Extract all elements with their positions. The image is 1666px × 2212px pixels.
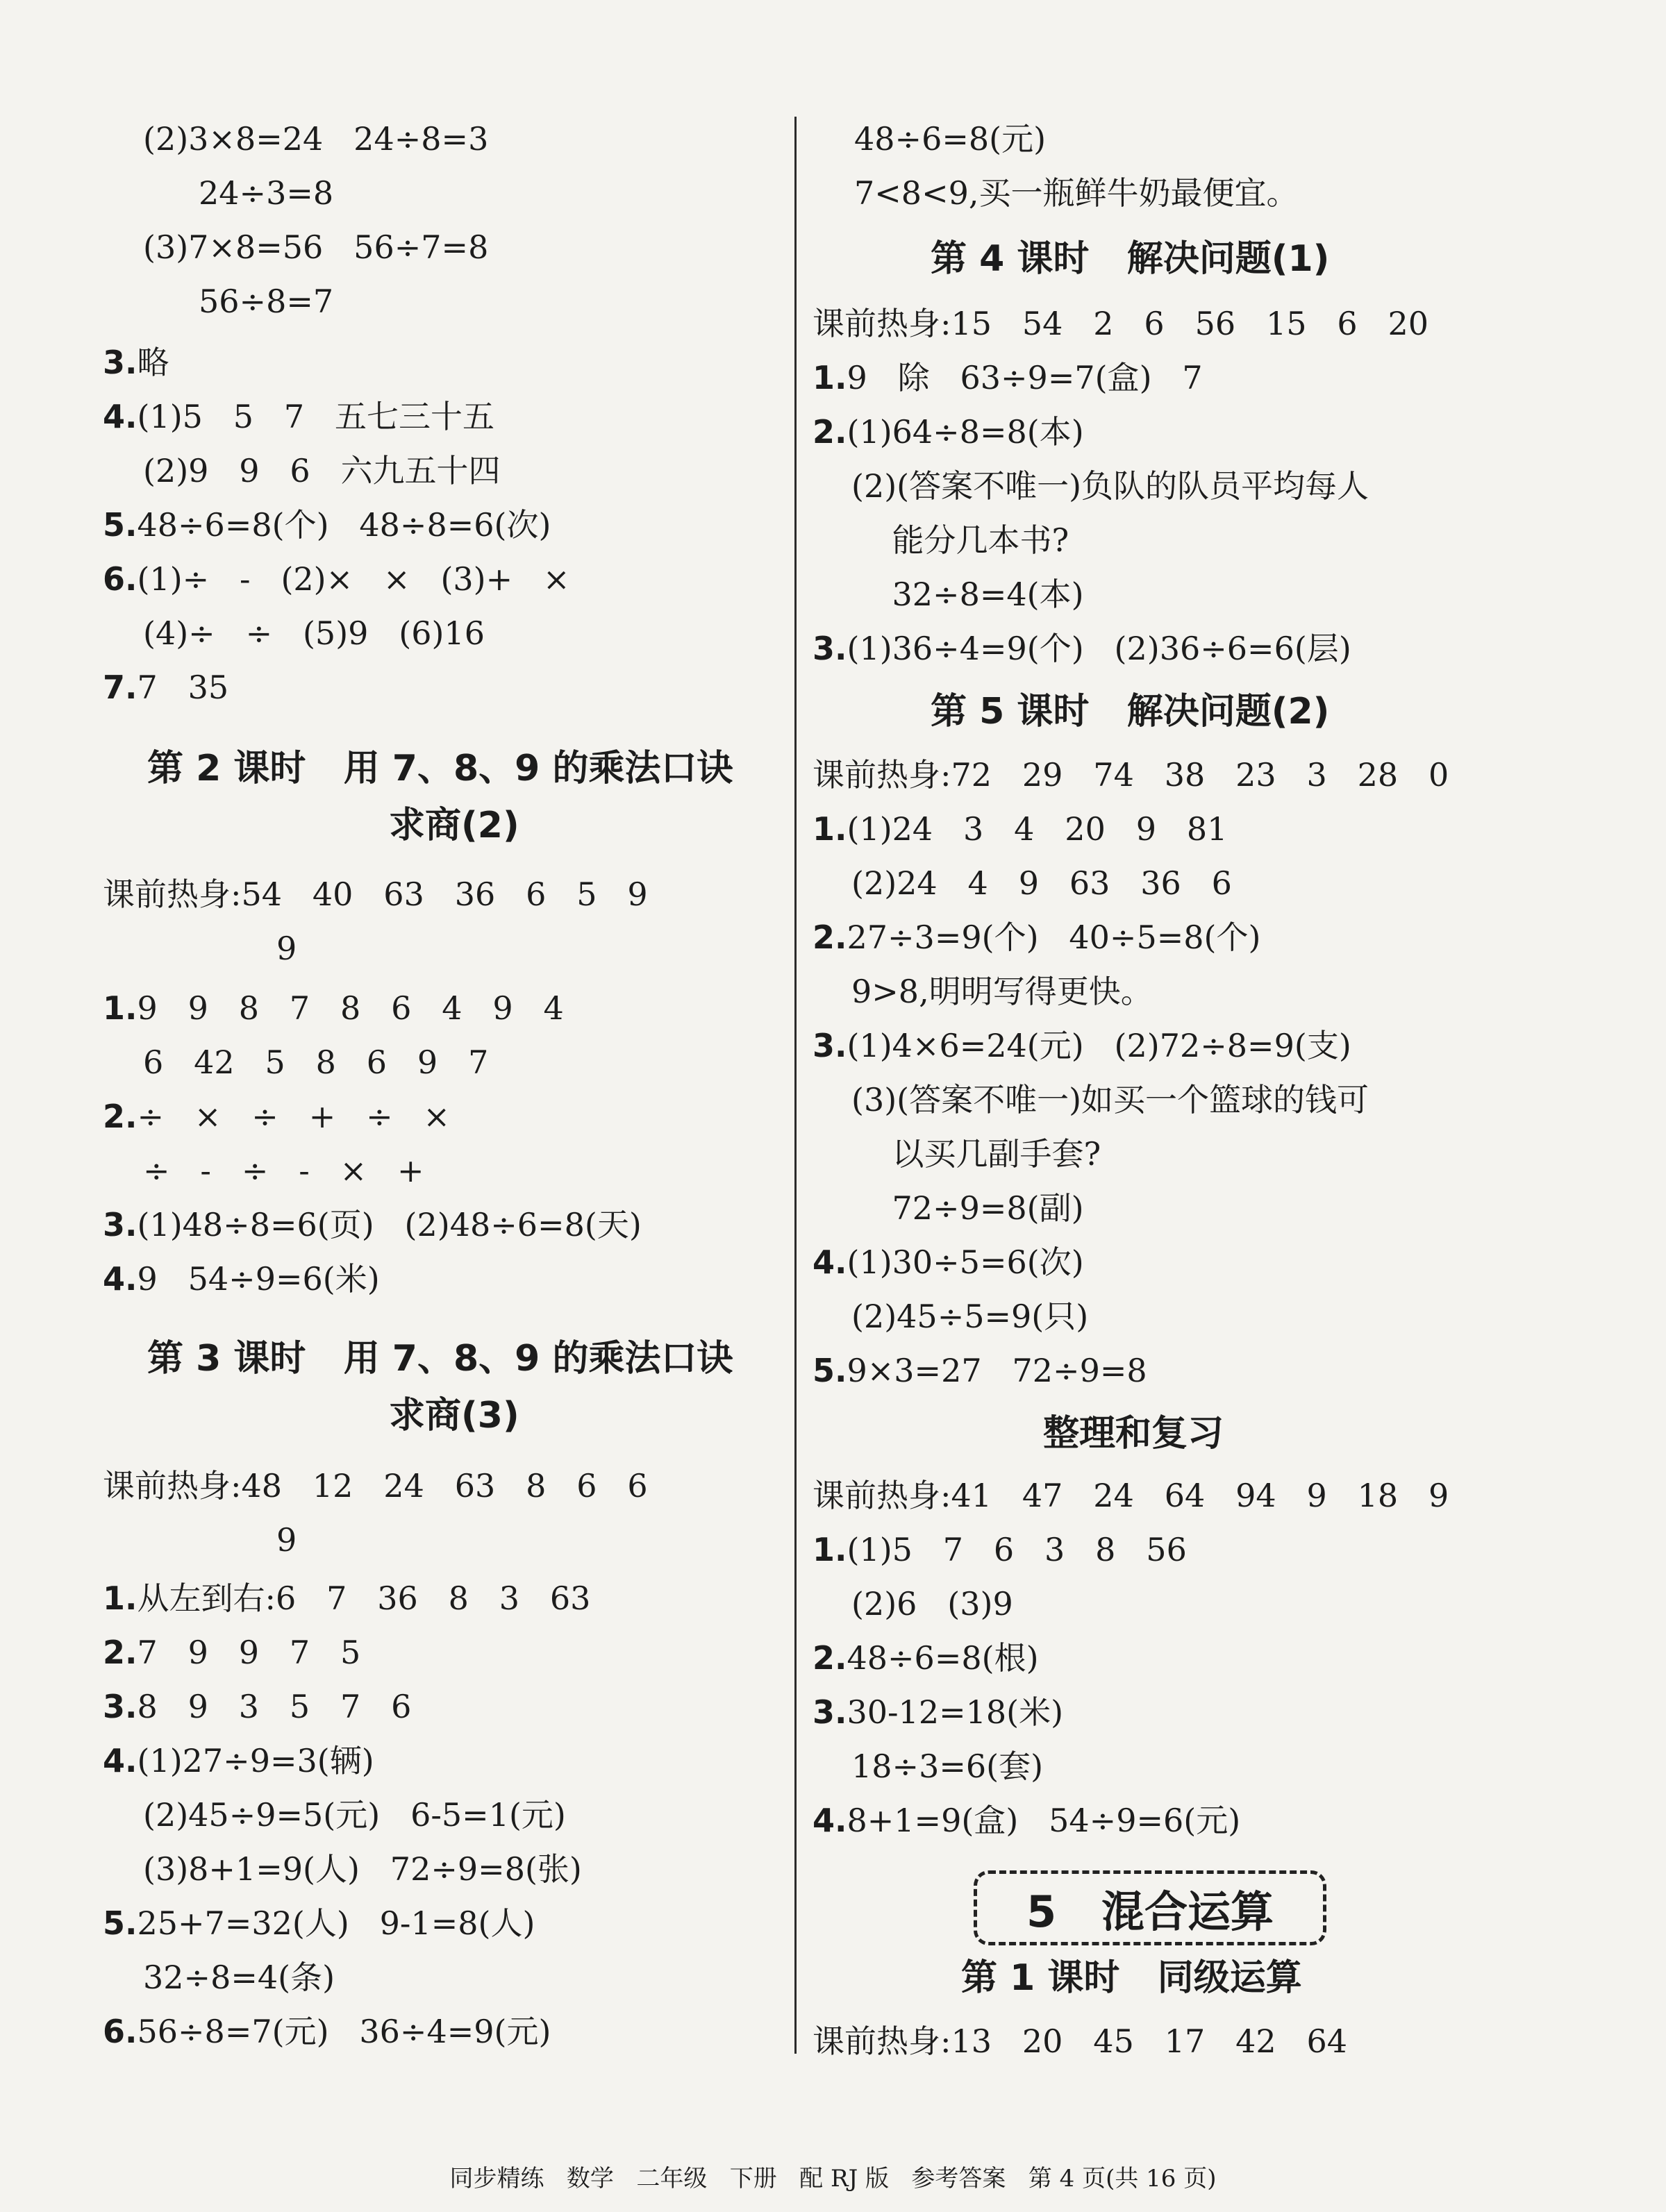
answer-item [103, 1577, 590, 1619]
item-number: 3. [813, 1693, 847, 1731]
answer-line: (4)÷ ÷ (5)9 (6)16 [143, 614, 485, 652]
section-heading: 第 2 课时 用 7、8、9 的乘法口诀 [147, 748, 733, 789]
item-number: 5. [103, 506, 138, 544]
answer-line: (2)9 9 6 六九五十四 [143, 452, 501, 489]
item-number: 6. [103, 2013, 138, 2050]
item-number: 4. [103, 1260, 138, 1298]
item-number: 3. [103, 1206, 138, 1243]
column-divider [794, 117, 797, 2054]
item-text: (1)64÷8=8(本) [847, 413, 1084, 451]
item-number: 7. [103, 669, 138, 706]
answer-item [103, 987, 564, 1029]
answer-item [103, 396, 494, 437]
item-number: 6. [103, 560, 138, 598]
warmup-line: 课前热身:13 20 45 17 42 64 [813, 2022, 1348, 2060]
answer-line: 7<8<9,买一瓶鲜牛奶最便宜。 [854, 174, 1299, 212]
item-text: (1)4×6=24(元) (2)72÷8=9(支) [847, 1027, 1351, 1064]
item-text: 从左到右:6 7 36 8 3 63 [137, 1580, 591, 1617]
answer-line: (3)8+1=9(人) 72÷9=8(张) [143, 1850, 582, 1888]
item-text: 25+7=32(人) 9-1=8(人) [137, 1904, 535, 1942]
item-number: 1. [103, 989, 138, 1027]
item-text: 48÷6=8(根) [847, 1639, 1039, 1677]
item-number: 5. [813, 1352, 847, 1389]
answer-item [103, 1258, 380, 1300]
item-number: 3. [103, 1688, 138, 1725]
answer-line: (2)(答案不唯一)负队的队员平均每人 [851, 467, 1369, 505]
answer-line: (2)3×8=24 24÷8=3 [143, 120, 489, 158]
answer-line: 72÷9=8(副) [851, 1189, 1084, 1227]
answer-line: (2)6 (3)9 [851, 1585, 1013, 1623]
item-text: (1)48÷8=6(页) (2)48÷6=8(天) [137, 1206, 642, 1243]
answer-line: ÷ - ÷ - × + [143, 1152, 424, 1189]
answer-line: (2)45÷9=5(元) 6-5=1(元) [143, 1796, 566, 1834]
item-text: (1)5 5 7 五七三十五 [137, 398, 495, 435]
answer-line: (3)7×8=56 56÷7=8 [143, 228, 489, 266]
answer-item [813, 1637, 1039, 1679]
answer-item [813, 357, 1203, 399]
item-number: 1. [813, 359, 847, 396]
section-heading: 求商(2) [389, 805, 519, 846]
item-text: 30-12=18(米) [847, 1693, 1064, 1731]
warmup-line: 9 [276, 1521, 297, 1559]
answer-item [103, 1632, 360, 1673]
item-text: (1)5 7 6 3 8 56 [847, 1531, 1187, 1568]
item-number: 4. [813, 1243, 847, 1281]
item-text: 9 54÷9=6(米) [137, 1260, 380, 1298]
answer-item [103, 2011, 551, 2052]
item-number: 3. [813, 1027, 847, 1064]
item-text: 7 35 [137, 669, 229, 706]
answer-item [813, 1025, 1351, 1066]
answer-line: 56÷8=7 [199, 283, 334, 320]
section-heading: 整理和复习 [1043, 1413, 1224, 1455]
page-footer: 同步精练 数学 二年级 下册 配 RJ 版 参考答案 第 4 页(共 16 页) [449, 2165, 1217, 2193]
warmup-line: 课前热身:72 29 74 38 23 3 28 0 [813, 756, 1449, 794]
unit-title: 5 混合运算 [1026, 1886, 1274, 1937]
item-text: (1)36÷4=9(个) (2)36÷6=6(层) [847, 630, 1351, 667]
answer-item [103, 1740, 374, 1782]
answer-line: 能分几本书? [851, 521, 1069, 559]
section-heading: 第 1 课时 同级运算 [961, 1957, 1302, 1999]
item-number: 3. [103, 344, 138, 381]
answer-item [813, 808, 1227, 850]
item-number: 2. [103, 1634, 138, 1671]
item-text: 9 9 8 7 8 6 4 9 4 [137, 989, 564, 1027]
answer-item [103, 1686, 411, 1727]
answer-item [813, 411, 1084, 453]
answer-line: 6 42 5 8 6 9 7 [143, 1044, 489, 1081]
item-number: 2. [813, 919, 847, 956]
item-text: 7 9 9 7 5 [137, 1634, 361, 1671]
answer-line: 32÷8=4(条) [143, 1959, 335, 1996]
item-number: 4. [813, 1802, 847, 1839]
answer-item [813, 628, 1351, 669]
answer-item [103, 1096, 450, 1137]
warmup-line: 课前热身:41 47 24 64 94 9 18 9 [813, 1477, 1449, 1514]
item-text: ÷ × ÷ + ÷ × [137, 1098, 451, 1135]
item-number: 2. [813, 1639, 847, 1677]
answer-line: 24÷3=8 [199, 174, 334, 212]
warmup-line: 9 [276, 930, 297, 967]
answer-line: (3)(答案不唯一)如买一个篮球的钱可 [851, 1081, 1369, 1118]
item-number: 4. [103, 398, 138, 435]
item-number: 1. [813, 1531, 847, 1568]
item-text: (1)÷ - (2)× × (3)+ × [137, 560, 570, 598]
answer-item [813, 1350, 1147, 1391]
item-text: (1)30÷5=6(次) [847, 1243, 1084, 1281]
answer-item [813, 916, 1260, 958]
answer-item [103, 1902, 535, 1944]
item-number: 2. [813, 413, 847, 451]
section-heading: 求商(3) [389, 1395, 519, 1436]
item-number: 1. [813, 810, 847, 848]
answer-line: 48÷6=8(元) [854, 120, 1047, 158]
answer-line: 9>8,明明写得更快。 [851, 973, 1153, 1010]
answer-item [813, 1691, 1063, 1733]
item-number: 2. [103, 1098, 138, 1135]
item-text: 略 [137, 344, 169, 381]
answer-item [813, 1241, 1084, 1283]
answer-item [813, 1529, 1187, 1570]
answer-item [103, 558, 570, 600]
item-text: 27÷3=9(个) 40÷5=8(个) [847, 919, 1261, 956]
section-heading: 第 4 课时 解决问题(1) [931, 238, 1330, 280]
item-text: 8 9 3 5 7 6 [137, 1688, 412, 1725]
unit-title-box [974, 1870, 1326, 1945]
answer-line: (2)24 4 9 63 36 6 [851, 864, 1232, 902]
answer-item [103, 667, 228, 708]
item-number: 4. [103, 1742, 138, 1779]
section-heading: 第 5 课时 解决问题(2) [931, 691, 1330, 732]
answer-item [813, 1800, 1240, 1841]
answer-item [103, 342, 169, 383]
answer-line: 18÷3=6(套) [851, 1748, 1044, 1785]
warmup-line: 课前热身:15 54 2 6 56 15 6 20 [813, 305, 1429, 342]
item-text: 48÷6=8(个) 48÷8=6(次) [137, 506, 551, 544]
answer-item [103, 504, 551, 546]
item-text: 56÷8=7(元) 36÷4=9(元) [137, 2013, 551, 2050]
warmup-line: 课前热身:48 12 24 63 8 6 6 [103, 1467, 648, 1505]
item-number: 3. [813, 630, 847, 667]
item-text: 8+1=9(盒) 54÷9=6(元) [847, 1802, 1241, 1839]
item-number: 1. [103, 1580, 138, 1617]
item-text: 9 除 63÷9=7(盒) 7 [847, 359, 1203, 396]
answer-line: 以买几副手套? [851, 1135, 1101, 1173]
answer-item [103, 1204, 642, 1246]
item-number: 5. [103, 1904, 138, 1942]
warmup-line: 课前热身:54 40 63 36 6 5 9 [103, 875, 648, 913]
item-text: (1)24 3 4 20 9 81 [847, 810, 1228, 848]
section-heading: 第 3 课时 用 7、8、9 的乘法口诀 [147, 1338, 733, 1380]
item-text: 9×3=27 72÷9=8 [847, 1352, 1147, 1389]
answer-line: (2)45÷5=9(只) [851, 1298, 1089, 1335]
answer-line: 32÷8=4(本) [851, 576, 1084, 613]
item-text: (1)27÷9=3(辆) [137, 1742, 374, 1779]
